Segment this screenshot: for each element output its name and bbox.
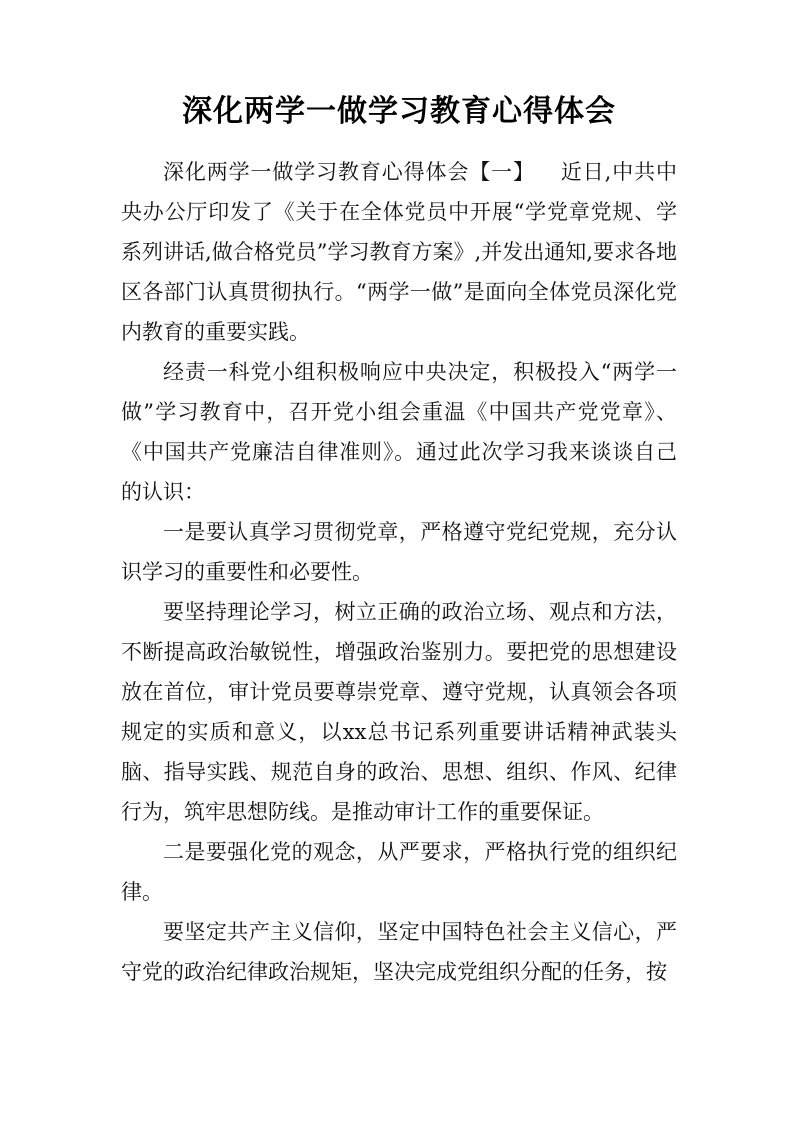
document-body: [121, 152, 677, 992]
paragraph-6: 要坚定共产主义信仰，坚定中国特色社会主义信心，严守党的政治纪律政治规矩，坚决完成党组织分配的任务，按: [121, 920, 677, 984]
paragraph-2: 经责一科党小组积极响应中央决定，积极投入“两学一做”学习教育中，召开党小组会重温《中国共产党党章》、《中国共产党廉洁自律准则》。通过此次学习我来谈谈自己的认识：: [121, 360, 677, 504]
paragraph-1-heading: 深化两学一做学习教育心得体会【一】: [163, 160, 535, 184]
document-title: 深化两学一做学习教育心得体会: [182, 94, 616, 129]
paragraph-4: 要坚持理论学习，树立正确的政治立场、观点和方法，不断提高政治敏锐性，增强政治鉴别力。要把党的思想建设放在首位，审计党员要尊崇党章、遵守党规，认真领会各项规定的实质和意义，以xx总书记系列重要讲话精神武装头脑、指导实践、规范自身的政治、思想、组织、作风、纪律行为，筑牢思想防线。是推动审计工作的重要保证。: [121, 600, 677, 824]
paragraph-1: [121, 152, 677, 352]
paragraph-5: 二是要强化党的观念，从严要求，严格执行党的组织纪律。: [121, 840, 677, 904]
document-page: [121, 92, 677, 992]
paragraph-1-text: 近日,中共中央办公厅印发了《关于在全体党员中开展“学党章党规、学系列讲话,做合格党员”学习教育方案》,并发出通知,要求各地区各部门认真贯彻执行。“两学一做”是面向全体党员深化党内教育的重要实践。: [121, 160, 677, 344]
paragraph-3: 一是要认真学习贯彻党章，严格遵守党纪党规，充分认识学习的重要性和必要性。: [121, 520, 677, 584]
